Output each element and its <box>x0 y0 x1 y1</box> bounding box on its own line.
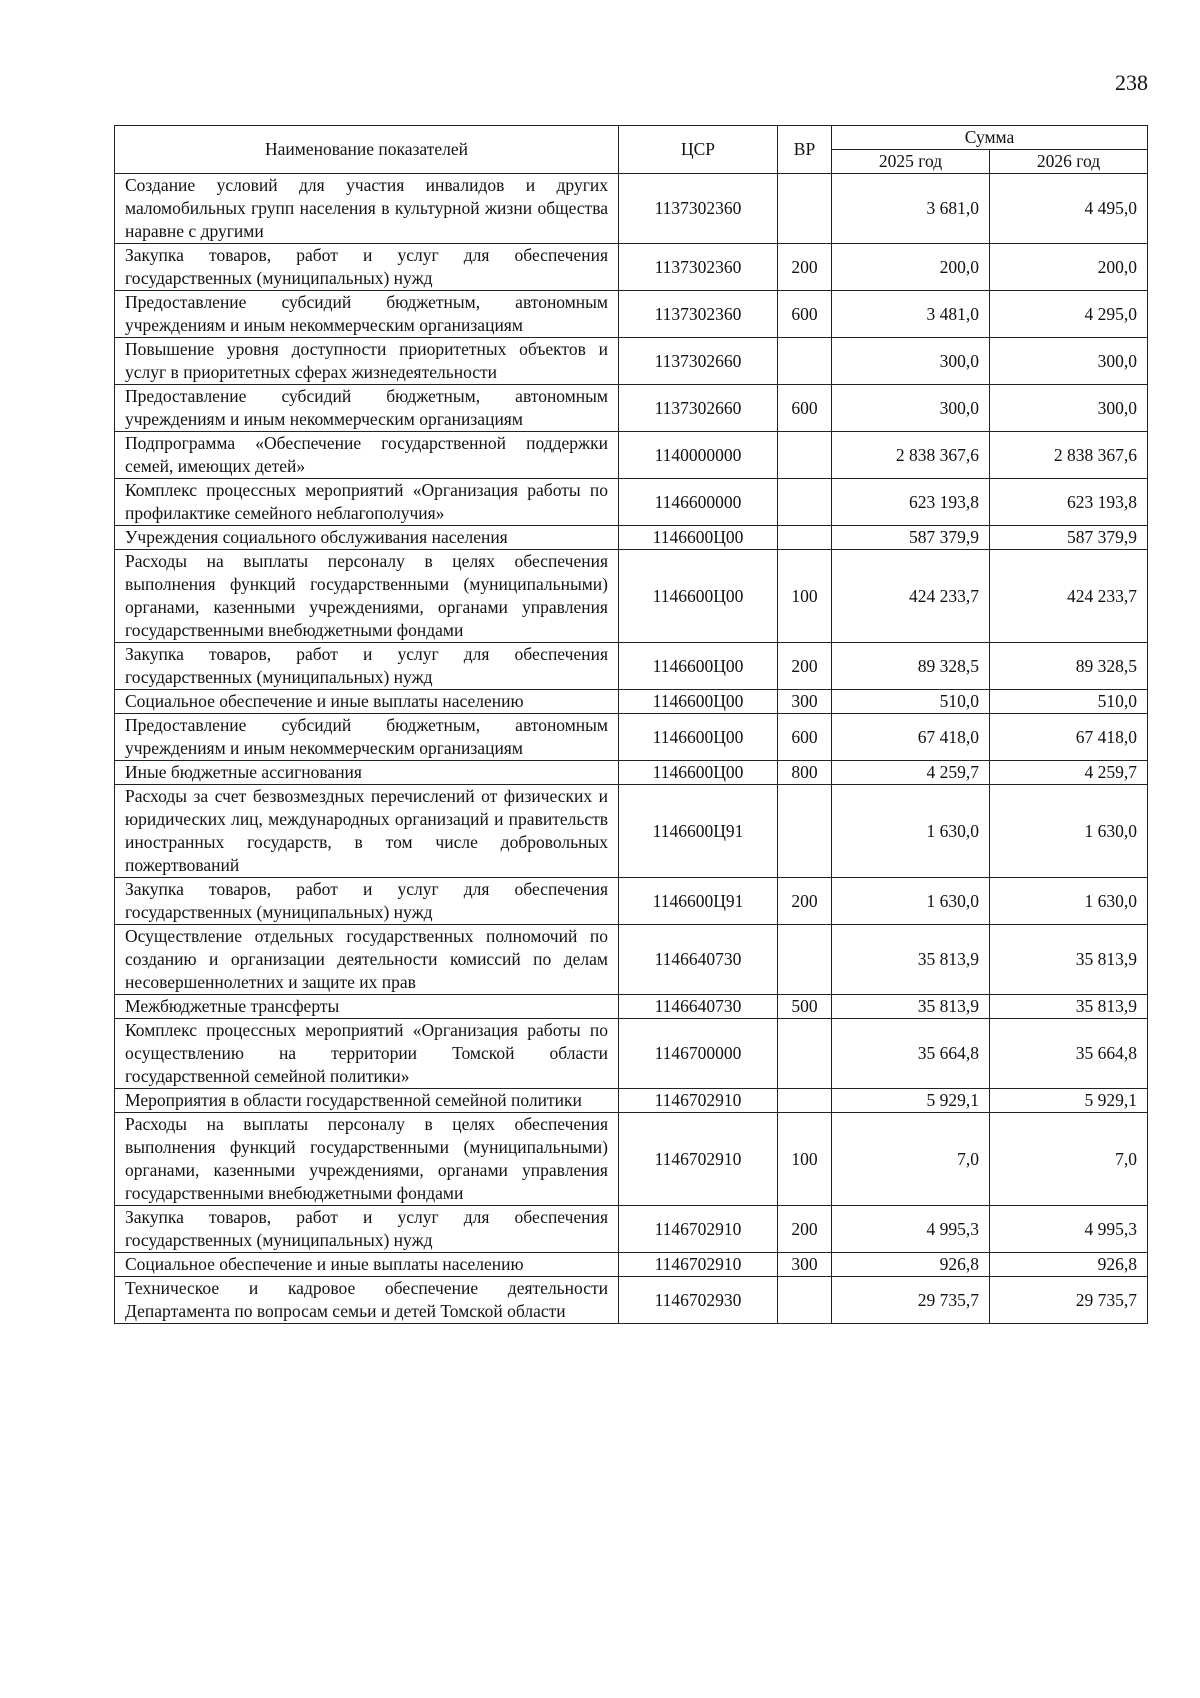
row-csr: 1146702910 <box>619 1089 778 1113</box>
table-row <box>115 690 1148 714</box>
row-amount-2026: 4 295,0 <box>990 291 1148 338</box>
row-vr: 200 <box>778 244 832 291</box>
row-csr: 1146640730 <box>619 995 778 1019</box>
row-vr <box>778 785 832 878</box>
row-vr: 200 <box>778 643 832 690</box>
row-vr <box>778 1019 832 1089</box>
row-csr: 1146700000 <box>619 1019 778 1089</box>
row-amount-2025: 510,0 <box>832 690 990 714</box>
row-name: Закупка товаров, работ и услуг для обеспечения государственных (муниципальных) нужд <box>115 1206 619 1253</box>
row-amount-2026: 7,0 <box>990 1113 1148 1206</box>
row-name: Расходы на выплаты персоналу в целях обеспечения выполнения функций государственными (муниципальными) органами, казенными учреждениями, органами управления государственными внебюджетными фондами <box>115 1113 619 1206</box>
row-csr: 1137302660 <box>619 338 778 385</box>
row-vr: 800 <box>778 761 832 785</box>
header-csr: ЦСР <box>619 126 778 174</box>
row-amount-2026: 35 664,8 <box>990 1019 1148 1089</box>
table-row <box>115 291 1148 338</box>
row-amount-2025: 200,0 <box>832 244 990 291</box>
row-csr: 1146702930 <box>619 1277 778 1324</box>
row-csr: 1146600Ц00 <box>619 550 778 643</box>
row-vr <box>778 338 832 385</box>
table-row <box>115 643 1148 690</box>
row-csr: 1137302360 <box>619 174 778 244</box>
row-amount-2025: 587 379,9 <box>832 526 990 550</box>
row-vr: 500 <box>778 995 832 1019</box>
row-amount-2026: 4 995,3 <box>990 1206 1148 1253</box>
row-name: Закупка товаров, работ и услуг для обеспечения государственных (муниципальных) нужд <box>115 643 619 690</box>
table-row <box>115 526 1148 550</box>
row-amount-2025: 7,0 <box>832 1113 990 1206</box>
row-amount-2026: 29 735,7 <box>990 1277 1148 1324</box>
row-amount-2025: 424 233,7 <box>832 550 990 643</box>
table-row <box>115 432 1148 479</box>
row-csr: 1146640730 <box>619 925 778 995</box>
row-vr <box>778 479 832 526</box>
row-name: Техническое и кадровое обеспечение деятельности Департамента по вопросам семьи и детей Томской области <box>115 1277 619 1324</box>
header-vr: ВР <box>778 126 832 174</box>
row-name: Межбюджетные трансферты <box>115 995 619 1019</box>
row-name: Расходы на выплаты персоналу в целях обеспечения выполнения функций государственными (муниципальными) органами, казенными учреждениями, органами управления государственными внебюджетными фондами <box>115 550 619 643</box>
row-name: Мероприятия в области государственной семейной политики <box>115 1089 619 1113</box>
row-amount-2026: 5 929,1 <box>990 1089 1148 1113</box>
row-name: Социальное обеспечение и иные выплаты населению <box>115 1253 619 1277</box>
row-csr: 1146600Ц00 <box>619 643 778 690</box>
header-year-2026: 2026 год <box>990 150 1148 174</box>
row-name: Создание условий для участия инвалидов и других маломобильных групп населения в культурной жизни общества наравне с другими <box>115 174 619 244</box>
row-name: Повышение уровня доступности приоритетных объектов и услуг в приоритетных сферах жизнедеятельности <box>115 338 619 385</box>
row-vr: 600 <box>778 291 832 338</box>
row-amount-2025: 4 995,3 <box>832 1206 990 1253</box>
row-amount-2026: 926,8 <box>990 1253 1148 1277</box>
row-amount-2025: 4 259,7 <box>832 761 990 785</box>
row-amount-2025: 1 630,0 <box>832 785 990 878</box>
row-csr: 1146702910 <box>619 1253 778 1277</box>
row-amount-2026: 1 630,0 <box>990 785 1148 878</box>
row-name: Комплекс процессных мероприятий «Организация работы по осуществлению на территории Томской области государственной семейной политики» <box>115 1019 619 1089</box>
table-row <box>115 1113 1148 1206</box>
table-row <box>115 995 1148 1019</box>
row-vr: 100 <box>778 550 832 643</box>
row-amount-2025: 300,0 <box>832 385 990 432</box>
row-csr: 1146702910 <box>619 1113 778 1206</box>
row-name: Закупка товаров, работ и услуг для обеспечения государственных (муниципальных) нужд <box>115 244 619 291</box>
row-csr: 1146600Ц91 <box>619 878 778 925</box>
row-amount-2025: 35 813,9 <box>832 925 990 995</box>
table-row <box>115 385 1148 432</box>
page-number: 238 <box>1115 70 1148 95</box>
budget-table <box>114 125 1148 1324</box>
row-amount-2025: 29 735,7 <box>832 1277 990 1324</box>
row-amount-2025: 623 193,8 <box>832 479 990 526</box>
row-name: Учреждения социального обслуживания населения <box>115 526 619 550</box>
table-row <box>115 714 1148 761</box>
row-amount-2026: 89 328,5 <box>990 643 1148 690</box>
row-amount-2025: 300,0 <box>832 338 990 385</box>
row-name: Предоставление субсидий бюджетным, автономным учреждениям и иным некоммерческим организациям <box>115 714 619 761</box>
row-csr: 1146600Ц91 <box>619 785 778 878</box>
table-row <box>115 550 1148 643</box>
row-name: Закупка товаров, работ и услуг для обеспечения государственных (муниципальных) нужд <box>115 878 619 925</box>
header-year-2025: 2025 год <box>832 150 990 174</box>
row-amount-2026: 200,0 <box>990 244 1148 291</box>
row-amount-2026: 424 233,7 <box>990 550 1148 643</box>
row-vr <box>778 1277 832 1324</box>
row-amount-2025: 89 328,5 <box>832 643 990 690</box>
row-amount-2026: 2 838 367,6 <box>990 432 1148 479</box>
row-amount-2025: 2 838 367,6 <box>832 432 990 479</box>
header-sum: Сумма <box>832 126 1148 150</box>
row-amount-2026: 510,0 <box>990 690 1148 714</box>
row-vr <box>778 526 832 550</box>
row-name: Иные бюджетные ассигнования <box>115 761 619 785</box>
row-amount-2026: 587 379,9 <box>990 526 1148 550</box>
row-name: Осуществление отдельных государственных полномочий по созданию и организации деятельности комиссий по делам несовершеннолетних и защите их прав <box>115 925 619 995</box>
row-name: Социальное обеспечение и иные выплаты населению <box>115 690 619 714</box>
row-csr: 1146600Ц00 <box>619 761 778 785</box>
row-vr: 200 <box>778 878 832 925</box>
table-row <box>115 244 1148 291</box>
table-row <box>115 1019 1148 1089</box>
row-amount-2025: 35 813,9 <box>832 995 990 1019</box>
table-row <box>115 785 1148 878</box>
row-vr: 200 <box>778 1206 832 1253</box>
row-csr: 1137302360 <box>619 291 778 338</box>
header-name: Наименование показателей <box>115 126 619 174</box>
table-row <box>115 1089 1148 1113</box>
table-row <box>115 174 1148 244</box>
row-vr: 600 <box>778 714 832 761</box>
row-vr: 600 <box>778 385 832 432</box>
row-csr: 1146702910 <box>619 1206 778 1253</box>
row-csr: 1140000000 <box>619 432 778 479</box>
row-amount-2026: 1 630,0 <box>990 878 1148 925</box>
table-row <box>115 925 1148 995</box>
row-name: Предоставление субсидий бюджетным, автономным учреждениям и иным некоммерческим организациям <box>115 291 619 338</box>
row-vr <box>778 1089 832 1113</box>
row-vr: 100 <box>778 1113 832 1206</box>
row-amount-2025: 35 664,8 <box>832 1019 990 1089</box>
row-vr: 300 <box>778 690 832 714</box>
row-csr: 1137302660 <box>619 385 778 432</box>
row-vr <box>778 925 832 995</box>
row-amount-2025: 3 481,0 <box>832 291 990 338</box>
table-row <box>115 761 1148 785</box>
row-amount-2026: 4 259,7 <box>990 761 1148 785</box>
row-name: Предоставление субсидий бюджетным, автономным учреждениям и иным некоммерческим организациям <box>115 385 619 432</box>
row-amount-2026: 35 813,9 <box>990 995 1148 1019</box>
row-csr: 1137302360 <box>619 244 778 291</box>
table-header <box>115 126 1148 174</box>
row-name: Расходы за счет безвозмездных перечислений от физических и юридических лиц, международных организаций и правительств иностранных государств, в том числе добровольных пожертвований <box>115 785 619 878</box>
row-csr: 1146600Ц00 <box>619 714 778 761</box>
table-row <box>115 479 1148 526</box>
row-amount-2026: 300,0 <box>990 385 1148 432</box>
row-amount-2025: 67 418,0 <box>832 714 990 761</box>
row-csr: 1146600Ц00 <box>619 526 778 550</box>
table-row <box>115 878 1148 925</box>
row-name: Подпрограмма «Обеспечение государственной поддержки семей, имеющих детей» <box>115 432 619 479</box>
row-amount-2026: 300,0 <box>990 338 1148 385</box>
row-amount-2026: 35 813,9 <box>990 925 1148 995</box>
row-csr: 1146600Ц00 <box>619 690 778 714</box>
row-amount-2026: 67 418,0 <box>990 714 1148 761</box>
table-row <box>115 1253 1148 1277</box>
table-row <box>115 1277 1148 1324</box>
row-amount-2025: 1 630,0 <box>832 878 990 925</box>
row-amount-2026: 623 193,8 <box>990 479 1148 526</box>
row-vr <box>778 432 832 479</box>
row-amount-2025: 5 929,1 <box>832 1089 990 1113</box>
row-amount-2025: 3 681,0 <box>832 174 990 244</box>
table-row <box>115 1206 1148 1253</box>
table-body <box>115 174 1148 1324</box>
row-name: Комплекс процессных мероприятий «Организация работы по профилактике семейного неблагополучия» <box>115 479 619 526</box>
row-vr: 300 <box>778 1253 832 1277</box>
row-csr: 1146600000 <box>619 479 778 526</box>
row-amount-2025: 926,8 <box>832 1253 990 1277</box>
row-amount-2026: 4 495,0 <box>990 174 1148 244</box>
row-vr <box>778 174 832 244</box>
table-row <box>115 338 1148 385</box>
